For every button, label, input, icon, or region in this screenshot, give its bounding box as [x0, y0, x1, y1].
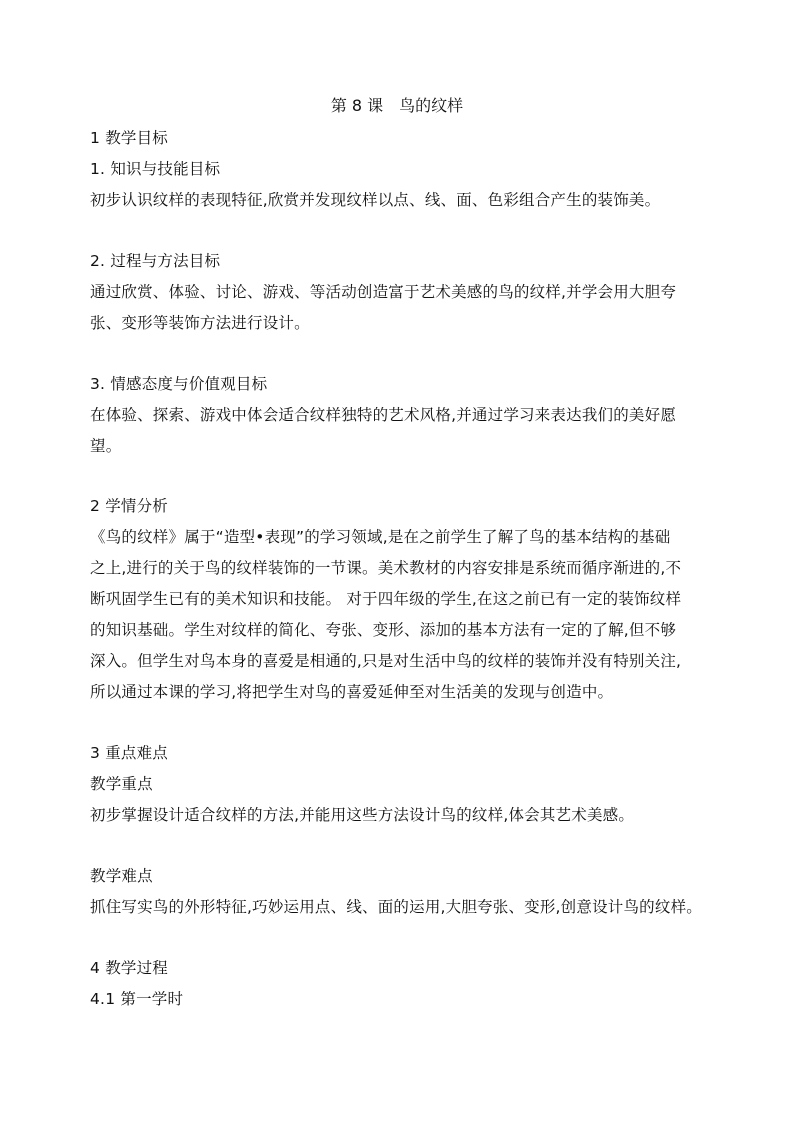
section-heading: 4 教学过程: [90, 959, 168, 977]
subsection-heading: 教学难点: [90, 867, 153, 885]
paragraph-line: 之上,进行的关于鸟的纹样装饰的一节课。美术教材的内容安排是系统而循序渐进的,不: [90, 559, 682, 577]
subsection-heading: 1. 知识与技能目标: [90, 160, 221, 178]
paragraph-line: 深入。但学生对鸟本身的喜爱是相通的,只是对生活中鸟的纹样的装饰并没有特别关注,: [90, 652, 682, 670]
paragraph-line: 在体验、探索、游戏中体会适合纹样独特的艺术风格,并通过学习来表达我们的美好愿: [90, 406, 677, 424]
subsection-heading: 2. 过程与方法目标: [90, 252, 221, 270]
paragraph-line: 抓住写实鸟的外形特征,巧妙运用点、线、面的运用,大胆夸张、变形,创意设计鸟的纹样。: [90, 898, 702, 916]
paragraph-line: 初步认识纹样的表现特征,欣赏并发现纹样以点、线、面、色彩组合产生的装饰美。: [90, 191, 661, 209]
subsection-heading: 教学重点: [90, 775, 153, 793]
section-heading: 1 教学目标: [90, 129, 168, 147]
paragraph-line: 望。: [90, 437, 122, 455]
paragraph-line: 初步掌握设计适合纹样的方法,并能用这些方法设计鸟的纹样,体会其艺术美感。: [90, 806, 635, 824]
paragraph-line: 所以通过本课的学习,将把学生对鸟的喜爱延伸至对生活美的发现与创造中。: [90, 683, 614, 701]
paragraph-line: 断巩固学生已有的美术知识和技能。 对于四年级的学生,在这之前已有一定的装饰纹样: [90, 590, 682, 608]
subsection-heading: 4.1 第一学时: [90, 990, 184, 1008]
paragraph-line: 《鸟的纹样》属于“造型•表现”的学习领域,是在之前学生了解了鸟的基本结构的基础: [90, 528, 671, 546]
page-title: 第 8 课 鸟的纹样: [330, 96, 464, 115]
paragraph-line: 的知识基础。学生对纹样的简化、夸张、变形、添加的基本方法有一定的了解,但不够: [90, 621, 677, 639]
paragraph-line: 通过欣赏、体验、讨论、游戏、等活动创造富于艺术美感的鸟的纹样,并学会用大胆夸: [90, 283, 677, 301]
section-heading: 2 学情分析: [90, 497, 168, 515]
paragraph-line: 张、变形等装饰方法进行设计。: [90, 314, 310, 332]
subsection-heading: 3. 情感态度与价值观目标: [90, 375, 268, 393]
section-heading: 3 重点难点: [90, 744, 168, 762]
